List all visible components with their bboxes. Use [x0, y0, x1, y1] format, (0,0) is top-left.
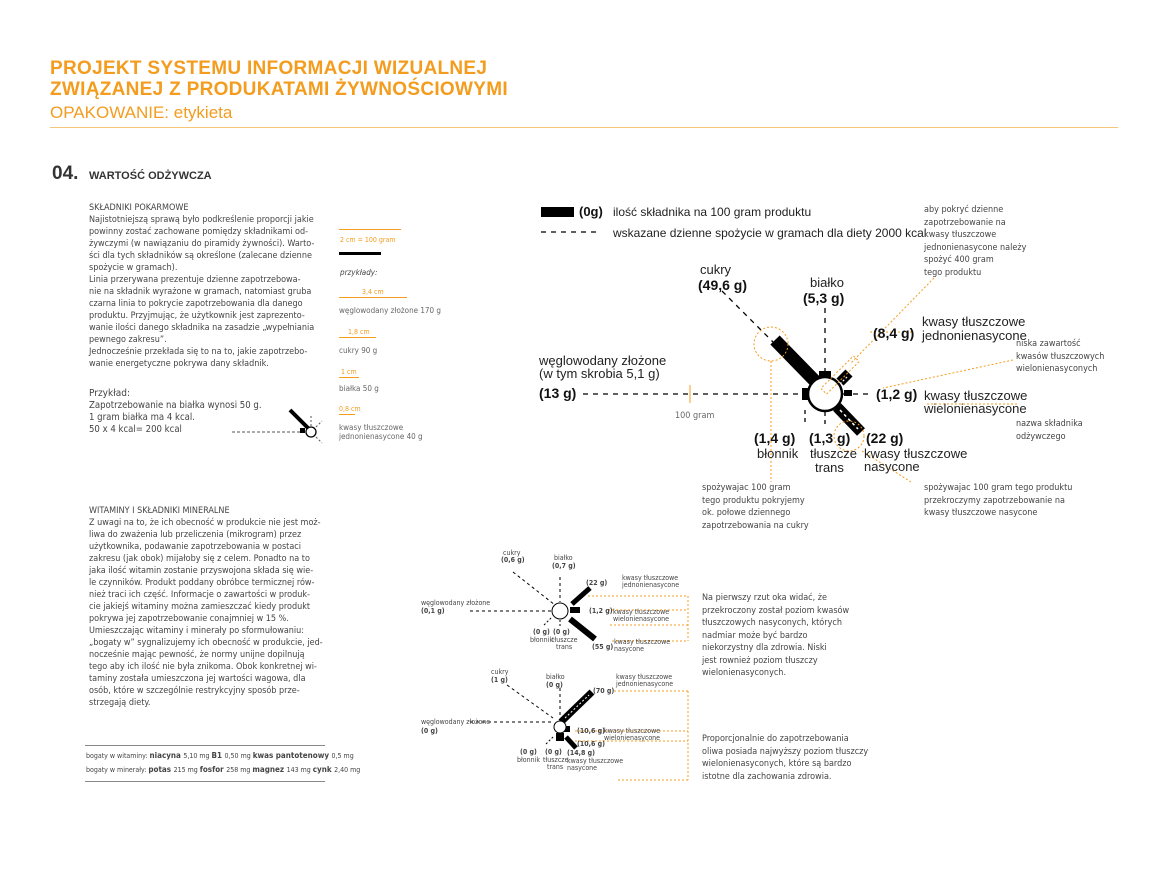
skladniki-text-line: ści dla tych składników są określone (zalecane dzienne	[89, 251, 312, 261]
annotation-line: przekroczony został poziom kwasów	[702, 605, 850, 616]
nasycone-label-2: nasycone	[864, 459, 920, 474]
skladniki-text-line: czarna linia to pokrycie zapotrzebowania dla danego	[89, 299, 303, 309]
annotation-line: kwasy tłuszczowe nasycone	[924, 508, 1038, 518]
d1-nasycone-value: (55 g)	[592, 643, 614, 651]
witaminy-text-line: pokrywa jej zapotrzebowanie conajmniej w 15 %.	[89, 614, 289, 624]
wegl-label-2: (w tym skrobia 5,1 g)	[539, 366, 660, 381]
bogaty-mineraly-item-name: fosfor	[199, 765, 227, 774]
wielo-label-1: kwasy tłuszczowe	[924, 388, 1028, 403]
annotation-line: niska zawartość	[1016, 339, 1081, 349]
skladniki-text-line: produktu. Przyjmując, że użytkownik jest zaprezento-	[89, 311, 305, 321]
annotation-line: niekorzystny dla zdrowia. Niski	[702, 643, 827, 653]
scale-100-gram: 100 gram	[675, 411, 715, 421]
witaminy-text-line: zakresu (jak obok) mijałoby się z celem. Ponadto na to	[89, 554, 310, 564]
d2-trans-value: (0 g)	[545, 748, 562, 756]
witaminy-text-line: osób, które w szczególnie restrykcyjny sposób prze-	[89, 686, 300, 696]
witaminy-text-line: nocześnie mając pewność, że normy unijne dopilnują	[89, 650, 305, 660]
witaminy-text-line: tego aby ich ilość nie była znikoma. Obok konkretnej wi-	[89, 662, 317, 672]
scale-label-4b: jednonienasycone 40 g	[339, 432, 423, 441]
skladniki-text-line: wanie ilości danego składnika na zasadzie „wypełniania	[89, 323, 315, 333]
section-number: 04.	[52, 163, 79, 184]
witaminy-heading: WITAMINY I SKŁADNIKI MINERALNE	[89, 506, 230, 516]
d2-nasycone-label-2: nasycone	[567, 764, 598, 772]
d2-trans-label-2: trans	[547, 763, 564, 771]
trans-value: (1,3 g)	[809, 430, 851, 446]
annotation-line: Proporcjonalnie do zapotrzebowania	[702, 734, 849, 744]
d1-cukry-value: (0,6 g)	[501, 556, 525, 564]
annotation-line: nadmiar może być bardzo	[702, 630, 808, 641]
d1-bialko-value: (0,7 g)	[552, 562, 576, 570]
przyklad-text-line: 1 gram białka ma 4 kcal.	[89, 412, 195, 423]
annotation-line: ok. połowe dziennego	[702, 508, 791, 518]
bogaty-mineraly-item-name: cynk	[312, 765, 335, 774]
jedno-label-1: kwasy tłuszczowe	[922, 314, 1026, 329]
skladniki-text-line: Jednocześnie przekłada się to na to, jakie zapotrzebo-	[89, 347, 308, 357]
annotation-note-2	[702, 733, 868, 783]
scale-len-3: 1 cm	[341, 368, 357, 376]
bogaty-mineraly-item-value: 215 mg	[173, 766, 200, 774]
scale-len-1: 3,4 cm	[362, 288, 384, 296]
bogaty-mineraly-item-value: 258 mg	[226, 766, 253, 774]
witaminy-text-line: „bogaty w” sygnalizujemy ich obecność w produkcie, jed-	[89, 638, 323, 648]
nasycone-value: (22 g)	[866, 430, 904, 446]
d2-bialko-label: białko	[546, 673, 565, 681]
annotation-line: oliwa posiada najwyższy poziom tłuszczy	[702, 746, 869, 757]
skladniki-text-line: wanie energetyczne pokrywa dany składnik.	[89, 359, 269, 369]
bogaty-mineraly-item-name: magnez	[252, 765, 287, 774]
annotation-line: spożyć 400 gram	[924, 255, 994, 265]
bogaty-mineraly-item-value: 143 mg	[286, 766, 313, 774]
d1-wielo-label-1: kwasy tłuszczowe	[613, 608, 670, 616]
bialko-value: (5,3 g)	[803, 290, 845, 306]
scale-label-2: cukry 90 g	[339, 346, 378, 355]
bialko-label: białko	[810, 275, 844, 290]
d2-nasycone-label-1: kwasy tłuszczowe	[567, 757, 624, 765]
d2-wielo-label-2: wielonienasycone	[604, 734, 661, 742]
annotation-line: nazwa składnika	[1016, 419, 1083, 429]
d2-trans-label-1: tłuszcze	[543, 756, 569, 764]
annotation-niska	[1016, 338, 1104, 376]
wegl-label-1: węglowodany złożone	[539, 353, 667, 368]
annotation-line: jednonienasycone należy	[924, 242, 1027, 253]
title-line-1: PROJEKT SYSTEMU INFORMACJI WIZUALNEJ	[50, 58, 488, 79]
scale-label-1: węglowodany złożone 170 g	[339, 306, 441, 315]
bogaty-witaminy-item-value: 0,5 mg	[331, 752, 354, 760]
cukry-value: (49,6 g)	[698, 277, 748, 293]
wielo-label-2: wielonienasycone	[924, 401, 1027, 416]
d2-nasycone-extra: (10,6 g)	[577, 740, 605, 748]
example-glyph	[232, 410, 322, 443]
przyklad-text-line: Zapotrzebowanie na białka wynosi 50 g.	[89, 400, 262, 411]
scale-len-4: 0,8 cm	[339, 405, 361, 413]
witaminy-text-line: taminy została umieszczona jej wartości wagowa, dla	[89, 674, 306, 684]
bogaty-witaminy-item-name: niacyna	[149, 751, 184, 760]
annotation-line: odżywczego	[1016, 431, 1066, 442]
d2-blonnik-label: błonnik	[517, 756, 541, 764]
annotation-line: spożywajac 100 gram	[702, 483, 791, 493]
przyklad-text-line: 50 x 4 kcal= 200 kcal	[89, 424, 182, 435]
witaminy-text-line: cie jakiejś witaminy można zamieszczać kiedy produkt	[89, 602, 311, 612]
legend-bar-value: (0g)	[579, 204, 603, 219]
trans-label-1: tłuszcze	[810, 446, 857, 461]
legend-bar	[541, 207, 574, 217]
skladniki-text-line: Linia przerywana prezentuje dzienne zapotrzebowa-	[89, 275, 301, 285]
examples-label: przykłady:	[340, 268, 378, 277]
annotation-line: wielonienasyconych	[1016, 364, 1098, 374]
annotation-line: wielonienasyconych.	[702, 668, 787, 678]
d1-wielo-value: (1,2 g)	[589, 607, 613, 615]
skladniki-text-line: nie na składnik wyrażone w gramach, natomiast gruba	[89, 287, 312, 297]
wielo-value: (1,2 g)	[876, 386, 918, 402]
annotation-line: zapotrzebowania na cukry	[702, 520, 809, 531]
d1-bialko-label: białko	[554, 554, 573, 562]
d2-blonnik-value: (0 g)	[520, 748, 537, 756]
jedno-label-2: jednonienasycone	[922, 328, 1027, 343]
blonnik-value: (1,4 g)	[754, 430, 796, 446]
annotation-line: kwasy tłuszczowe	[924, 230, 997, 240]
legend-bar-text: ilość składnika na 100 gram produktu	[613, 205, 812, 219]
bogaty-witaminy-item-name: kwas pantotenowy	[252, 751, 332, 760]
d1-wegl-value: (0,1 g)	[421, 607, 445, 615]
d2-wegl-label: węglowodany złożone	[421, 718, 491, 726]
annotation-line: kwasów tłuszczowych	[1016, 351, 1105, 362]
annotation-cukry	[702, 482, 809, 532]
scale-unit: 2 cm = 100 gram	[340, 236, 396, 244]
cukry-label: cukry	[700, 262, 732, 277]
annotation-line: istotne dla zachowania zdrowia.	[702, 771, 832, 782]
witaminy-text-line: użytkownika, podawanie zapotrzebowania w postaci	[89, 542, 301, 552]
annotation-line: Na pierwszy rzut oka widać, że	[702, 593, 828, 603]
bogaty-witaminy-prefix: bogaty w witaminy:	[86, 752, 150, 760]
d2-cukry-value: (1 g)	[491, 676, 508, 684]
annotation-line: tego produktu pokryjemy	[702, 495, 805, 506]
witaminy-text-line: Z uwagi na to, że ich obecność w produkcie nie jest moż-	[89, 518, 321, 528]
d2-wielo-label-1: kwasy tłuszczowe	[604, 727, 661, 735]
annotation-nasycone	[924, 482, 1072, 520]
witaminy-text-line: jaka ilość witamin zostanie przyswojona składa się wie-	[89, 566, 314, 576]
skladniki-text-line: żywczymi (w nawiązaniu do piramidy żywności). Warto-	[89, 239, 315, 249]
d1-wegl-label: węglowodany złożone	[421, 599, 491, 607]
d1-jedno-label-1: kwasy tłuszczowe	[622, 574, 679, 582]
witaminy-text-line: Umieszczając witaminy i minerały po sformułowaniu:	[89, 626, 305, 636]
d2-wielo-value: (10,6 g)	[577, 727, 605, 735]
d2-cukry-label: cukry	[491, 668, 509, 676]
d1-jedno-label-2: jednonienasycone	[622, 581, 680, 589]
title-line-2: ZWIĄZANEJ Z PRODUKATAMI ŻYWNOŚCIOWYMI	[50, 79, 508, 100]
d2-bialko-value: (0 g)	[546, 681, 563, 689]
annotation-line: zapotrzebowanie na	[924, 217, 1006, 228]
d1-blonnik-label: błonnik	[530, 636, 554, 644]
d1-trans-value: (0 g)	[553, 628, 570, 636]
annotation-nazwa	[1016, 418, 1083, 443]
d1-wielo-label-2: wielonienasycone	[613, 615, 670, 623]
d2-jedno-label-2: jednonienasycone	[616, 680, 674, 688]
annotation-line: przekroczymy zapotrzebowanie na	[924, 495, 1065, 506]
jedno-value: (8,4 g)	[873, 325, 915, 341]
d1-cukry-label: cukry	[503, 549, 521, 557]
d2-wegl-value: (0 g)	[421, 727, 438, 735]
skladniki-heading: SKŁADNIKI POKARMOWE	[89, 203, 189, 213]
witaminy-text-line: strzegają diety.	[89, 698, 151, 708]
annotation-line: aby pokryć dzienne	[924, 205, 1004, 215]
d2-nasycone-value: (14,8 g)	[567, 749, 595, 757]
scale-len-2: 1,8 cm	[348, 328, 370, 336]
page-subtitle: OPAKOWANIE: etykieta	[50, 103, 233, 122]
trans-label-2: trans	[815, 460, 844, 475]
skladniki-text-line: Najistotniejszą sprawą było podkreślenie proporcji jakie	[89, 215, 314, 225]
witaminy-text-line: liwa do zważenia lub przeliczenia (mikrogram) przez	[89, 530, 302, 540]
bogaty-witaminy-item-value: 5,10 mg	[183, 752, 212, 760]
annotation-jednonienasycone	[924, 204, 1026, 279]
nasycone-label-1: kwasy tłuszczowe	[864, 446, 968, 461]
skladniki-text-line: spożycie w gramach).	[89, 263, 178, 273]
bogaty-witaminy-item-value: 0,50 mg	[224, 752, 253, 760]
legend-dash-text: wskazane dzienne spożycie w gramach dla diety 2000 kcal	[613, 226, 927, 240]
bogaty-mineraly-item-value: 2,40 mg	[334, 766, 361, 774]
d1-trans-label-2: trans	[556, 643, 573, 651]
scale-label-4a: kwasy tłuszczowe	[339, 423, 404, 432]
d1-trans-label-1: tłuszcze	[552, 636, 578, 644]
wegl-value: (13 g)	[539, 385, 577, 401]
bogaty-mineraly-prefix: bogaty w minerały:	[86, 766, 149, 774]
d1-nasycone-label-2: nasycone	[614, 645, 645, 653]
bogaty-witaminy-item-name: B1	[211, 751, 225, 760]
annotation-line: tego produktu	[924, 267, 982, 278]
blonnik-label: błonnik	[757, 446, 799, 461]
skladniki-text-line: pewnego zakresu”.	[89, 335, 167, 345]
annotation-line: jest rownież poziom tłuszczy	[702, 655, 818, 666]
bogaty-mineraly-item-name: potas	[148, 765, 174, 774]
d2-jedno-value: (70 g)	[593, 687, 615, 695]
d1-blonnik-value: (0 g)	[533, 628, 550, 636]
annotation-line: spożywajac 100 gram tego produktu	[924, 483, 1073, 493]
annotation-note-1	[702, 592, 849, 680]
skladniki-text-line: powinny zostać zachowane pomiędzy składnikami od-	[89, 227, 309, 237]
witaminy-text-line: nież traci ich część. Informacje o zawartości w produk-	[89, 590, 310, 600]
przyklad-heading: Przykład:	[89, 388, 131, 399]
witaminy-text-line: le czynników. Produkt poddany obróbce termicznej rów-	[89, 578, 315, 588]
annotation-line: wielonienasyconych, które są bardzo	[702, 759, 852, 769]
d1-jedno-value: (22 g)	[586, 579, 608, 587]
scale-label-3: białka 50 g	[339, 384, 379, 393]
d2-jedno-label-1: kwasy tłuszczowe	[616, 673, 673, 681]
annotation-line: tłuszczowych nasyconych, których	[702, 618, 842, 628]
d1-nasycone-label-1: kwasy tłuszczowe	[614, 638, 671, 646]
section-title: WARTOŚĆ ODŻYWCZA	[89, 170, 212, 182]
